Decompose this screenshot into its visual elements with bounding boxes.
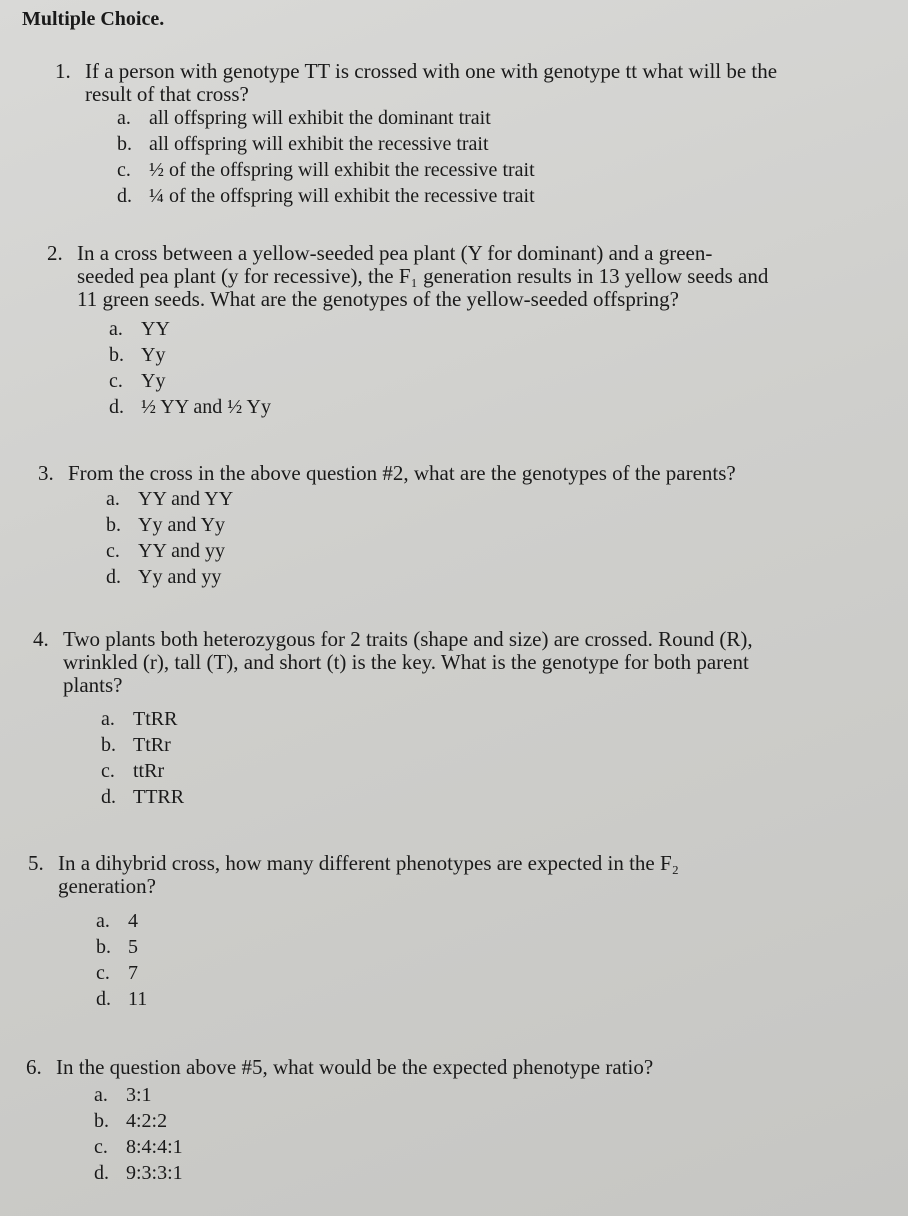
question-number: 3.: [38, 461, 54, 485]
option-letter: b.: [117, 133, 132, 155]
option-text: Yy and yy: [138, 566, 222, 588]
option-d[interactable]: [94, 1162, 183, 1188]
question-number: 4.: [33, 627, 49, 651]
options-list: [106, 488, 233, 592]
option-letter: d.: [94, 1162, 109, 1184]
option-text: ttRr: [133, 760, 165, 782]
option-text: ½ YY and ½ Yy: [141, 396, 271, 418]
option-text: YY: [141, 318, 170, 340]
option-text: 4: [128, 910, 138, 932]
options-list: [117, 107, 535, 211]
option-text: 11: [128, 988, 148, 1010]
option-letter: a.: [109, 318, 123, 340]
option-d[interactable]: [106, 566, 233, 592]
stem-line: In a cross between a yellow-seeded pea plant (Y for dominant) and a green-: [77, 241, 713, 265]
options-list: [94, 1084, 183, 1188]
option-text: all offspring will exhibit the dominant trait: [149, 107, 491, 129]
option-text: 5: [128, 936, 138, 958]
option-text: 8:4:4:1: [126, 1136, 183, 1158]
question-number: 1.: [55, 59, 71, 83]
stem-line: 11 green seeds. What are the genotypes of the yellow-seeded offspring?: [77, 287, 679, 311]
option-letter: b.: [96, 936, 111, 958]
option-text: TtRr: [133, 734, 171, 756]
option-letter: a.: [117, 107, 131, 129]
stem-line: Two plants both heterozygous for 2 traits (shape and size) are crossed. Round (R),: [63, 627, 753, 651]
option-letter: d.: [101, 786, 116, 808]
option-letter: b.: [101, 734, 116, 756]
stem-line: generation?: [58, 874, 156, 898]
option-b[interactable]: [106, 514, 233, 540]
stem-line: If a person with genotype TT is crossed with one with genotype tt what will be the: [85, 59, 778, 83]
option-a[interactable]: [117, 107, 535, 133]
options-list: [96, 910, 147, 1014]
stem-line: wrinkled (r), tall (T), and short (t) is the key. What is the genotype for both parent: [63, 650, 749, 674]
option-b[interactable]: [109, 344, 271, 370]
option-c[interactable]: [96, 962, 147, 988]
question-stem: [85, 60, 885, 106]
options-list: [109, 318, 271, 422]
option-letter: c.: [96, 962, 110, 984]
option-letter: d.: [117, 185, 132, 207]
option-letter: b.: [106, 514, 121, 536]
question-stem: [77, 242, 877, 311]
question-stem: [63, 628, 863, 697]
stem-line: seeded pea plant (y for recessive), the F₁ generation results in 13 yellow seeds and: [77, 264, 769, 288]
option-text: TtRR: [133, 708, 178, 730]
option-letter: d.: [106, 566, 121, 588]
option-letter: c.: [109, 370, 123, 392]
question-number: 5.: [28, 851, 44, 875]
option-c[interactable]: [117, 159, 535, 185]
option-letter: b.: [109, 344, 124, 366]
option-text: 4:2:2: [126, 1110, 168, 1132]
option-text: YY and YY: [138, 488, 234, 510]
option-d[interactable]: [96, 988, 147, 1014]
stem-line: From the cross in the above question #2, what are the genotypes of the parents?: [68, 461, 736, 485]
option-letter: d.: [109, 396, 124, 418]
option-a[interactable]: [101, 708, 184, 734]
option-letter: a.: [106, 488, 120, 510]
option-c[interactable]: [101, 760, 184, 786]
question-number: 6.: [26, 1055, 42, 1079]
option-b[interactable]: [117, 133, 535, 159]
option-letter: b.: [94, 1110, 109, 1132]
option-text: 3:1: [126, 1084, 152, 1106]
option-d[interactable]: [117, 185, 535, 211]
option-a[interactable]: [109, 318, 271, 344]
option-a[interactable]: [96, 910, 147, 936]
options-list: [101, 708, 184, 812]
option-text: Yy: [141, 344, 166, 366]
option-c[interactable]: [106, 540, 233, 566]
option-d[interactable]: [101, 786, 184, 812]
stem-line: result of that cross?: [85, 82, 249, 106]
option-letter: a.: [94, 1084, 108, 1106]
option-text: ¼ of the offspring will exhibit the recessive trait: [149, 185, 535, 207]
question-stem: [58, 852, 858, 898]
option-text: all offspring will exhibit the recessive trait: [149, 133, 489, 155]
stem-line: plants?: [63, 673, 123, 697]
option-letter: d.: [96, 988, 111, 1010]
option-text: Yy and Yy: [138, 514, 226, 536]
option-text: 9:3:3:1: [126, 1162, 183, 1184]
option-text: YY and yy: [138, 540, 226, 562]
option-letter: c.: [106, 540, 120, 562]
option-text: TTRR: [133, 786, 185, 808]
section-heading: Multiple Choice.: [22, 8, 165, 30]
option-b[interactable]: [101, 734, 184, 760]
option-letter: c.: [117, 159, 131, 181]
option-b[interactable]: [96, 936, 147, 962]
option-b[interactable]: [94, 1110, 183, 1136]
option-text: ½ of the offspring will exhibit the recessive trait: [149, 159, 535, 181]
option-letter: a.: [96, 910, 110, 932]
question-stem: [68, 462, 868, 485]
option-d[interactable]: [109, 396, 271, 422]
question-stem: [56, 1056, 856, 1079]
option-letter: c.: [94, 1136, 108, 1158]
question-number: 2.: [47, 241, 63, 265]
option-letter: c.: [101, 760, 115, 782]
option-a[interactable]: [94, 1084, 183, 1110]
stem-line: In a dihybrid cross, how many different phenotypes are expected in the F₂: [58, 851, 680, 875]
option-letter: a.: [101, 708, 115, 730]
option-text: Yy: [141, 370, 166, 392]
stem-line: In the question above #5, what would be the expected phenotype ratio?: [56, 1055, 654, 1079]
option-c[interactable]: [109, 370, 271, 396]
option-a[interactable]: [106, 488, 233, 514]
option-c[interactable]: [94, 1136, 183, 1162]
option-text: 7: [128, 962, 138, 984]
